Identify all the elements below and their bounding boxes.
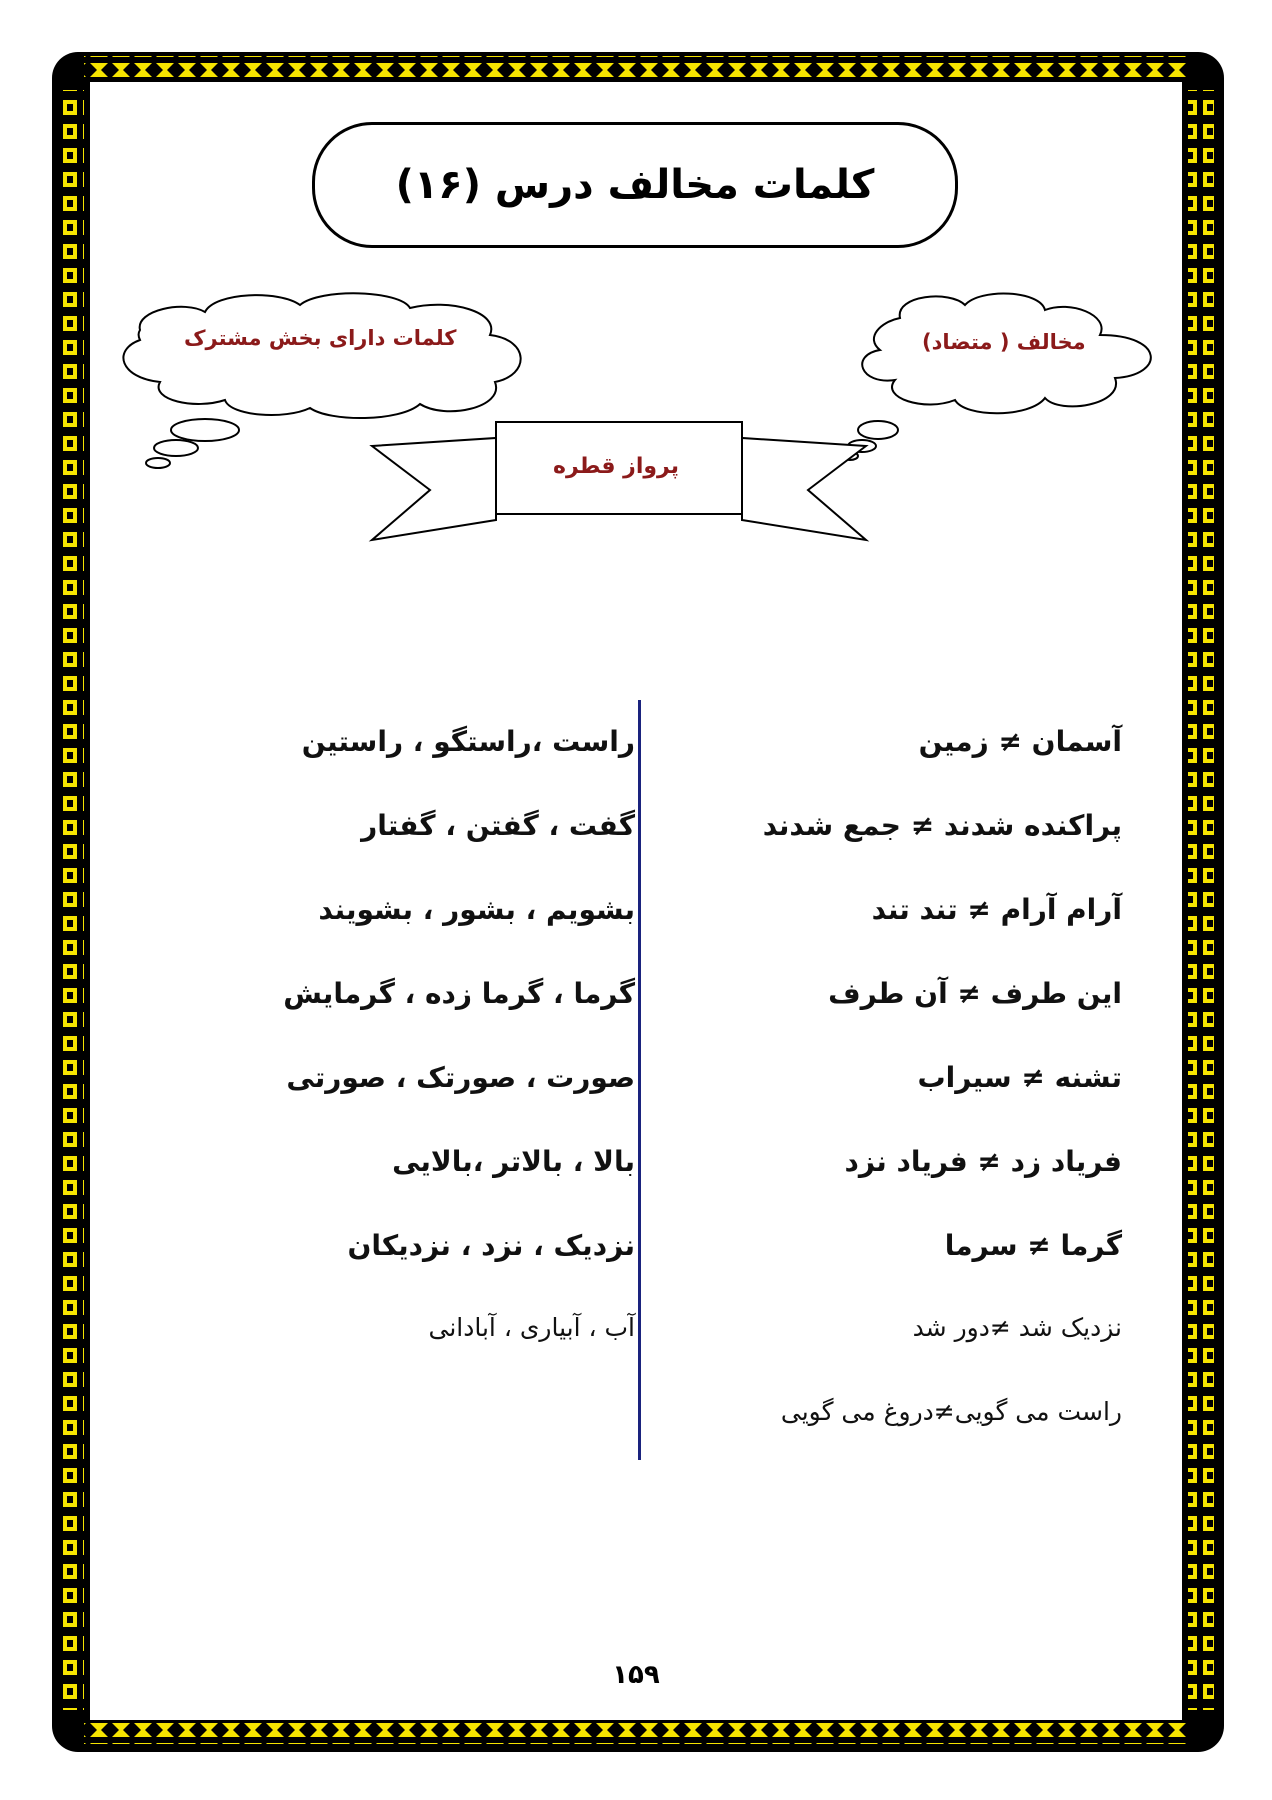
list-item: پراکنده شدند ≠ جمع شدند bbox=[762, 809, 1122, 842]
list-item: نزدیک شد ≠دور شد bbox=[912, 1313, 1122, 1342]
list-item: تشنه ≠ سیراب bbox=[917, 1061, 1122, 1094]
list-item: آرام آرام ≠ تند تند bbox=[871, 893, 1122, 926]
bottom-border-strip bbox=[84, 1722, 1188, 1744]
list-item: بشویم ، بشور ، بشویند bbox=[318, 893, 635, 926]
ribbon-banner bbox=[372, 422, 866, 540]
top-border-strip bbox=[84, 56, 1188, 78]
page-number: ۱۵۹ bbox=[612, 1660, 660, 1690]
list-item: این طرف ≠ آن طرف bbox=[828, 977, 1122, 1010]
list-item: صورت ، صورتک ، صورتی bbox=[286, 1061, 635, 1094]
title-box bbox=[312, 122, 958, 248]
list-item: آسمان ≠ زمین bbox=[918, 725, 1122, 758]
column-divider bbox=[638, 700, 641, 1460]
shared-part-list bbox=[215, 725, 635, 1397]
ribbon-label: پرواز قطره bbox=[553, 454, 679, 479]
list-item: نزدیک ، نزد ، نزدیکان bbox=[347, 1229, 635, 1262]
page-title: کلمات مخالف درس (۱۶) bbox=[395, 162, 875, 208]
list-item: فریاد زد ≠ فریاد نزد bbox=[844, 1145, 1122, 1178]
list-item: گرما ≠ سرما bbox=[944, 1229, 1122, 1262]
left-border-strip bbox=[58, 90, 84, 1710]
list-item: گفت ، گفتن ، گفتار bbox=[361, 809, 635, 842]
list-item: بالا ، بالاتر ،بالایی bbox=[392, 1145, 635, 1178]
list-item: گرما ، گرما زده ، گرمایش bbox=[283, 977, 635, 1010]
antonyms-cloud bbox=[842, 294, 1151, 460]
list-item: راست می گویی≠دروغ می گویی bbox=[780, 1397, 1122, 1426]
list-item: راست ،راستگو ، راستین bbox=[301, 725, 635, 758]
antonyms-cloud-label: مخالف ( متضاد) bbox=[922, 330, 1086, 354]
shared-part-cloud-label: کلمات دارای بخش مشترک bbox=[184, 326, 457, 350]
antonym-list bbox=[702, 725, 1122, 1481]
right-border-strip bbox=[1188, 90, 1214, 1710]
list-item: آب ، آبیاری ، آبادانی bbox=[428, 1313, 635, 1342]
